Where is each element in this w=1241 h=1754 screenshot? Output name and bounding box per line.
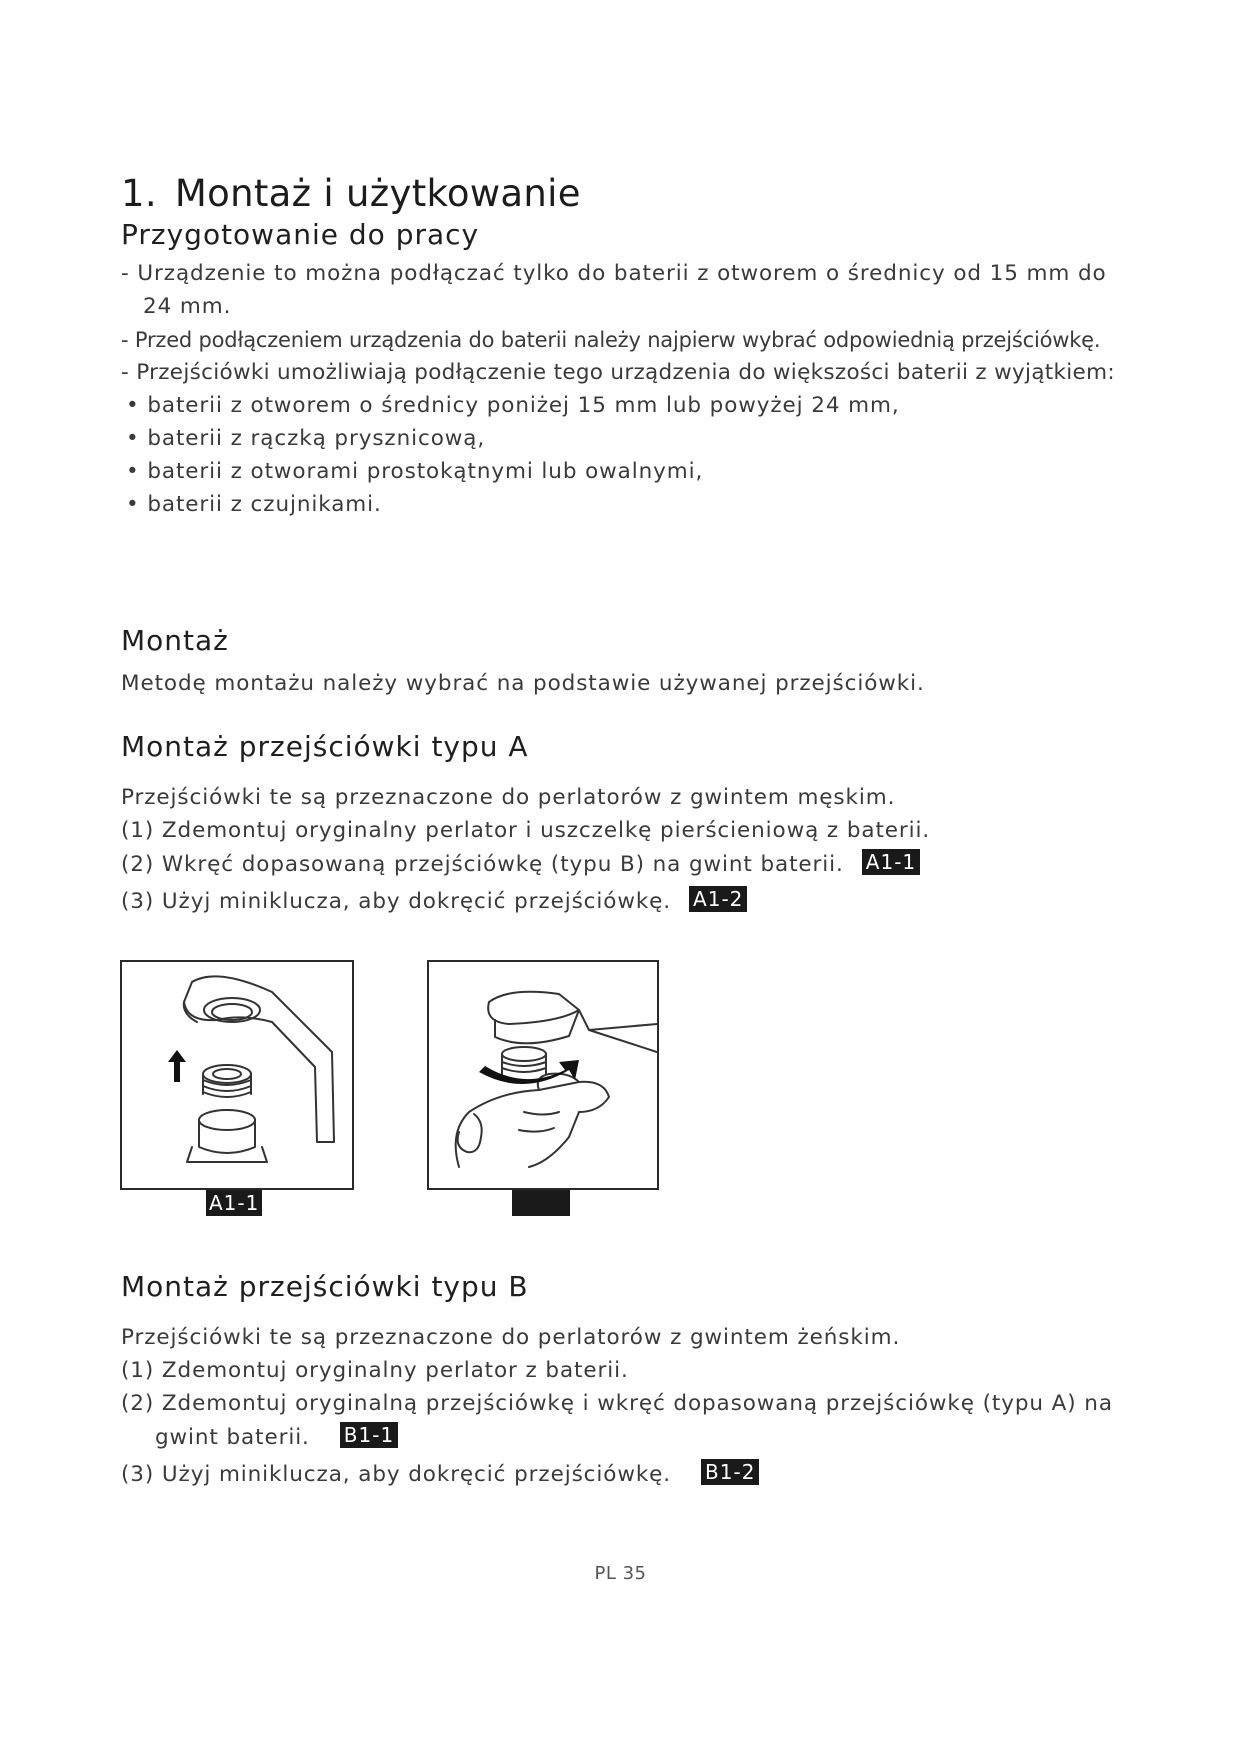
figure-a1-1-label: A1-1 xyxy=(206,1190,262,1216)
type-b-step-2-cont xyxy=(155,1422,398,1453)
figure-ref-badge: B1-1 xyxy=(340,1422,398,1448)
type-b-step-3-text: (3) Użyj miniklucza, aby dokręcić przejściówkę. xyxy=(121,1462,672,1487)
type-a-step-2-text: (2) Wkręć dopasowaną przejściówkę (typu B) na gwint baterii. xyxy=(121,852,844,877)
page-title xyxy=(121,172,581,215)
figure-a1-2 xyxy=(427,960,659,1190)
figure-a1-1 xyxy=(120,960,354,1190)
figure-ref-badge: A1-2 xyxy=(689,886,747,912)
bullet-item: • baterii z otworem o średnicy poniżej 15 mm lub powyżej 24 mm, xyxy=(126,393,900,418)
preparation-line: - Przed podłączeniem urządzenia do baterii należy najpierw wybrać odpowiednią przejściówkę. xyxy=(121,328,1101,352)
preparation-line: - Przejściówki umożliwiają podłączenie tego urządzenia do większości baterii z wyjątkiem: xyxy=(121,360,1115,385)
type-b-step-3 xyxy=(121,1459,759,1490)
type-b-heading: Montaż przejściówki typu B xyxy=(121,1270,529,1303)
type-a-step-2 xyxy=(121,849,920,880)
preparation-line: - Urządzenie to można podłączać tylko do baterii z otworem o średnicy od 15 mm do xyxy=(121,261,1107,286)
preparation-line: 24 mm. xyxy=(143,294,232,319)
page-number: PL 35 xyxy=(594,1563,647,1584)
type-a-step-3 xyxy=(121,886,747,917)
figure-ref-badge: B1-2 xyxy=(701,1459,759,1485)
faucet-adapter-illustration xyxy=(122,962,352,1188)
bullet-item: • baterii z rączką prysznicową, xyxy=(126,426,486,451)
section-number: 1. xyxy=(121,172,157,215)
preparation-heading: Przygotowanie do pracy xyxy=(121,218,480,251)
figure-ref-badge: A1-1 xyxy=(862,849,920,875)
bullet-item: • baterii z czujnikami. xyxy=(126,492,382,517)
type-a-intro: Przejściówki te są przeznaczone do perlatorów z gwintem męskim. xyxy=(121,785,896,810)
section-title: Montaż i użytkowanie xyxy=(174,172,581,215)
bullet-item: • baterii z otworami prostokątnymi lub owalnymi, xyxy=(126,459,704,484)
type-b-step-1: (1) Zdemontuj oryginalny perlator z baterii. xyxy=(121,1358,629,1383)
hand-tightening-illustration xyxy=(429,962,657,1188)
type-a-step-3-text: (3) Użyj miniklucza, aby dokręcić przejściówkę. xyxy=(121,889,672,914)
type-a-heading: Montaż przejściówki typu A xyxy=(121,730,529,763)
type-b-step-2-text: gwint baterii. xyxy=(155,1425,310,1450)
type-b-intro: Przejściówki te są przeznaczone do perlatorów z gwintem żeńskim. xyxy=(121,1325,901,1350)
mounting-text: Metodę montażu należy wybrać na podstawie używanej przejściówki. xyxy=(121,671,925,696)
mounting-heading: Montaż xyxy=(121,624,229,657)
type-b-step-2: (2) Zdemontuj oryginalną przejściówkę i wkręć dopasowaną przejściówkę (typu A) na xyxy=(121,1391,1113,1416)
type-a-step-1: (1) Zdemontuj oryginalny perlator i uszczelkę pierścieniową z baterii. xyxy=(121,818,931,843)
figure-a1-2-label xyxy=(512,1190,570,1216)
